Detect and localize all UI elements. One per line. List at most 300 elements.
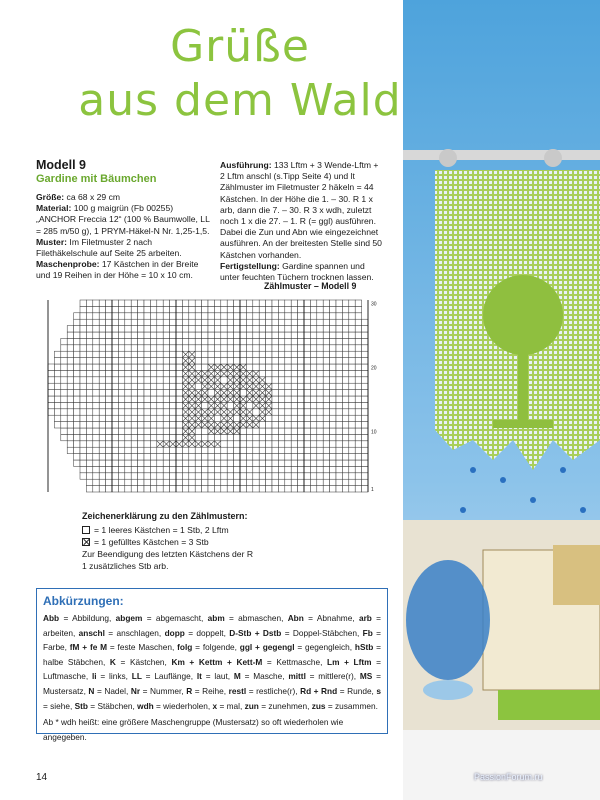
- chart-cell: [317, 466, 323, 472]
- chart-cell: [285, 441, 291, 447]
- chart-cell: [310, 332, 316, 338]
- chart-cell: [118, 409, 124, 415]
- chart-cell: [330, 434, 336, 440]
- chart-cell: [99, 306, 105, 312]
- chart-cell: [342, 460, 348, 466]
- chart-cell: [342, 441, 348, 447]
- chart-cell: [189, 486, 195, 492]
- abbr-value: = gegengleich,: [294, 642, 355, 653]
- chart-cell: [170, 447, 176, 453]
- chart-cell: [278, 434, 284, 440]
- chart-cell: [144, 351, 150, 357]
- chart-cell: [240, 441, 246, 447]
- chart-cell: [336, 409, 342, 415]
- chart-cell: [112, 332, 118, 338]
- chart-cell: [272, 300, 278, 306]
- chart-cell: [349, 326, 355, 332]
- chart-cell: [272, 422, 278, 428]
- chart-cell: [131, 396, 137, 402]
- chart-cell: [221, 466, 227, 472]
- chart-cell: [195, 332, 201, 338]
- chart-cell: [74, 370, 80, 376]
- chart-cell: [80, 434, 86, 440]
- chart-cell: [355, 428, 361, 434]
- chart-cell: [131, 441, 137, 447]
- chart-cell: [54, 390, 60, 396]
- chart-cell: [349, 466, 355, 472]
- chart-cell: [195, 479, 201, 485]
- chart-cell: [48, 383, 54, 389]
- chart-cell: [291, 300, 297, 306]
- chart-cell: [112, 300, 118, 306]
- chart-cell: [342, 332, 348, 338]
- chart-cell: [246, 454, 252, 460]
- chart-cell: [285, 428, 291, 434]
- chart-cell: [310, 434, 316, 440]
- abbr-key: abm: [207, 613, 225, 623]
- chart-cell: [138, 326, 144, 332]
- chart-cell: [144, 434, 150, 440]
- chart-cell: [144, 441, 150, 447]
- chart-cell: [118, 313, 124, 319]
- chart-cell: [99, 377, 105, 383]
- chart-cell: [349, 332, 355, 338]
- chart-cell: [298, 377, 304, 383]
- chart-cell: [234, 441, 240, 447]
- chart-cell: [278, 358, 284, 364]
- chart-cell: [202, 460, 208, 466]
- abbr-value: = Kettmasche,: [262, 656, 328, 667]
- chart-cell: [138, 402, 144, 408]
- chart-cell: [246, 332, 252, 338]
- chart-cell: [131, 434, 137, 440]
- chart-cell: [304, 351, 310, 357]
- chart-cell: [112, 326, 118, 332]
- chart-cell: [99, 345, 105, 351]
- chart-cell: [266, 338, 272, 344]
- chart-cell: [125, 345, 131, 351]
- chart-cell: [189, 345, 195, 351]
- chart-cell: [285, 390, 291, 396]
- chart-cell: [330, 454, 336, 460]
- chart-cell: [125, 306, 131, 312]
- chart-cell: [163, 396, 169, 402]
- chart-cell: [74, 364, 80, 370]
- chart-cell: [61, 390, 67, 396]
- chart-cell: [195, 306, 201, 312]
- chart-cell: [323, 338, 329, 344]
- chart-cell: [349, 383, 355, 389]
- chart-cell: [246, 486, 252, 492]
- chart-cell: [317, 402, 323, 408]
- chart-cell: [74, 422, 80, 428]
- chart-cell: [176, 409, 182, 415]
- chart-cell: [93, 364, 99, 370]
- chart-cell: [355, 377, 361, 383]
- chart-cell: [298, 441, 304, 447]
- chart-cell: [317, 434, 323, 440]
- chart-cell: [272, 383, 278, 389]
- chart-cell: [61, 351, 67, 357]
- chart-cell: [214, 460, 220, 466]
- chart-cell: [150, 390, 156, 396]
- chart-cell: [362, 326, 368, 332]
- chart-cell: [240, 434, 246, 440]
- chart-cell: [227, 313, 233, 319]
- chart-cell: [336, 460, 342, 466]
- chart-cell: [138, 486, 144, 492]
- chart-cell: [355, 364, 361, 370]
- abbr-value: = feste Maschen,: [107, 642, 178, 653]
- chart-cell: [278, 383, 284, 389]
- abbr-key: s: [376, 685, 382, 696]
- chart-cell: [208, 479, 214, 485]
- chart-cell: [138, 370, 144, 376]
- chart-cell: [291, 396, 297, 402]
- chart-cell: [99, 415, 105, 421]
- chart-cell: [170, 422, 176, 428]
- chart-cell: [355, 441, 361, 447]
- abbr-key: MS: [359, 671, 373, 682]
- page-title: [70, 20, 410, 128]
- chart-cell: [266, 326, 272, 332]
- chart-cell: [80, 402, 86, 408]
- chart-cell: [291, 466, 297, 472]
- chart-cell: [298, 383, 304, 389]
- chart-cell: [214, 473, 220, 479]
- chart-cell: [144, 319, 150, 325]
- chart-cell: [112, 351, 118, 357]
- chart-cell: [227, 441, 233, 447]
- chart-cell: [214, 454, 220, 460]
- chart-cell: [112, 364, 118, 370]
- gauge-info: [36, 259, 212, 281]
- chart-cell: [298, 415, 304, 421]
- chart-cell: [304, 466, 310, 472]
- chart-cell: [304, 460, 310, 466]
- chart-cell: [291, 313, 297, 319]
- chart-cell: [323, 377, 329, 383]
- chart-cell: [310, 415, 316, 421]
- chart-cell: [349, 422, 355, 428]
- chart-cell: [125, 441, 131, 447]
- chart-cell: [227, 454, 233, 460]
- chart-cell: [99, 473, 105, 479]
- chart-cell: [227, 306, 233, 312]
- chart-cell: [240, 454, 246, 460]
- size-value: ca 68 x 29 cm: [64, 192, 121, 202]
- chart-cell: [202, 332, 208, 338]
- empty-square-icon: [82, 526, 90, 534]
- chart-cell: [214, 434, 220, 440]
- chart-cell: [272, 409, 278, 415]
- abbr-value: = links,: [96, 671, 132, 682]
- finish-label: Fertigstellung:: [220, 260, 280, 271]
- chart-cell: [355, 313, 361, 319]
- chart-cell: [259, 345, 265, 351]
- chart-cell: [138, 313, 144, 319]
- chart-cell: [176, 390, 182, 396]
- chart-cell: [74, 338, 80, 344]
- chart-cell: [138, 460, 144, 466]
- chart-cell: [163, 306, 169, 312]
- chart-cell: [131, 428, 137, 434]
- execution-info: [220, 160, 385, 261]
- chart-cell: [317, 486, 323, 492]
- chart-cell: [336, 300, 342, 306]
- chart-cell: [93, 415, 99, 421]
- chart-cell: [74, 326, 80, 332]
- chart-cell: [138, 422, 144, 428]
- chart-cell: [118, 326, 124, 332]
- chart-cell: [272, 402, 278, 408]
- chart-cell: [240, 313, 246, 319]
- chart-cell: [291, 390, 297, 396]
- chart-cell: [189, 326, 195, 332]
- chart-cell: [342, 434, 348, 440]
- chart-cell: [99, 338, 105, 344]
- chart-cell: [93, 390, 99, 396]
- chart-cell: [323, 479, 329, 485]
- chart-cell: [125, 332, 131, 338]
- chart-cell: [118, 383, 124, 389]
- chart-cell: [170, 454, 176, 460]
- abbr-key: Lm + Lftm: [327, 656, 372, 667]
- chart-cell: [272, 332, 278, 338]
- chart-cell: [170, 358, 176, 364]
- abbr-key: Stb: [74, 700, 88, 711]
- chart-cell: [278, 422, 284, 428]
- chart-cell: [355, 358, 361, 364]
- chart-cell: [163, 364, 169, 370]
- chart-cell: [259, 486, 265, 492]
- chart-cell: [106, 454, 112, 460]
- chart-cell: [176, 338, 182, 344]
- chart-cell: [208, 332, 214, 338]
- chart-cell: [310, 479, 316, 485]
- chart-cell: [131, 479, 137, 485]
- chart-cell: [227, 326, 233, 332]
- chart-cell: [304, 345, 310, 351]
- chart-cell: [291, 402, 297, 408]
- chart-cell: [195, 345, 201, 351]
- legend: [82, 510, 382, 572]
- chart-cell: [234, 479, 240, 485]
- page-number: 14: [36, 772, 48, 783]
- chart-cell: [298, 460, 304, 466]
- chart-cell: [285, 409, 291, 415]
- chart-cell: [131, 402, 137, 408]
- chart-cell: [202, 454, 208, 460]
- chart-cell: [74, 383, 80, 389]
- chart-cell: [342, 466, 348, 472]
- chart-cell: [61, 377, 67, 383]
- chart-cell: [150, 415, 156, 421]
- chart-cell: [291, 447, 297, 453]
- chart-cell: [272, 313, 278, 319]
- chart-cell: [131, 422, 137, 428]
- chart-cell: [349, 364, 355, 370]
- chart-cell: [355, 422, 361, 428]
- chart-cell: [253, 454, 259, 460]
- chart-cell: [208, 434, 214, 440]
- chart-cell: [266, 454, 272, 460]
- chart-cell: [240, 306, 246, 312]
- chart-cell: [163, 486, 169, 492]
- chart-cell: [176, 447, 182, 453]
- chart-cell: [93, 306, 99, 312]
- chart-cell: [163, 447, 169, 453]
- chart-cell: [157, 364, 163, 370]
- chart-cell: [278, 313, 284, 319]
- chart-cell: [176, 358, 182, 364]
- chart-cell: [195, 358, 201, 364]
- chart-cell: [310, 447, 316, 453]
- chart-cell: [310, 409, 316, 415]
- chart-cell: [355, 409, 361, 415]
- chart-cell: [195, 351, 201, 357]
- chart-cell: [144, 306, 150, 312]
- chart-cell: [99, 454, 105, 460]
- chart-cell: [253, 447, 259, 453]
- chart-cell: [208, 460, 214, 466]
- chart-cell: [323, 454, 329, 460]
- chart-cell: [176, 466, 182, 472]
- chart-cell: [330, 428, 336, 434]
- model-info: [36, 158, 212, 282]
- chart-cell: [278, 441, 284, 447]
- chart-cell: [138, 473, 144, 479]
- material-value: 100 g maigrün (Fb 00255) „ANCHOR Freccia 12“ (100 % Baumwolle, LL = 285 m/50 g), 1 PRYM-Häkel-N Nr. 1,25-1,5.: [36, 203, 210, 236]
- abbreviations-note: Ab * wdh heißt: eine größere Maschengruppe (Mustersatz) so oft wiederholen wie angegeben.: [43, 717, 344, 742]
- chart-cell: [144, 473, 150, 479]
- chart-cell: [195, 364, 201, 370]
- chart-cell: [208, 338, 214, 344]
- chart-cell: [48, 409, 54, 415]
- chart-cell: [342, 447, 348, 453]
- watermark: PassionForum.ru: [474, 772, 543, 782]
- chart-cell: [298, 345, 304, 351]
- chart-cell: [182, 319, 188, 325]
- chart-cell: [310, 422, 316, 428]
- chart-cell: [221, 358, 227, 364]
- abbr-value: = Reihe,: [192, 685, 229, 696]
- chart-cell: [118, 486, 124, 492]
- chart-cell: [259, 460, 265, 466]
- chart-cell: [323, 460, 329, 466]
- chart-cell: [138, 306, 144, 312]
- chart-cell: [330, 319, 336, 325]
- chart-cell: [170, 466, 176, 472]
- chart-cell: [93, 345, 99, 351]
- chart-cell: [67, 383, 73, 389]
- chart-cell: [150, 454, 156, 460]
- chart-cell: [131, 473, 137, 479]
- chart-cell: [93, 338, 99, 344]
- abbr-value: = Nadel,: [94, 685, 131, 696]
- chart-cell: [150, 428, 156, 434]
- chart-cell: [189, 479, 195, 485]
- chart-cell: [118, 390, 124, 396]
- chart-cell: [259, 454, 265, 460]
- chart-cell: [278, 402, 284, 408]
- chart-cell: [99, 326, 105, 332]
- chart-cell: [278, 370, 284, 376]
- title-line-2: aus dem Wald: [78, 75, 402, 126]
- chart-cell: [304, 409, 310, 415]
- chart-cell: [138, 415, 144, 421]
- chart-cell: [349, 351, 355, 357]
- chart-cell: [195, 338, 201, 344]
- chart-cell: [298, 390, 304, 396]
- chart-cell: [291, 428, 297, 434]
- chart-cell: [86, 473, 92, 479]
- chart-cell: [304, 338, 310, 344]
- chart-cell: [93, 377, 99, 383]
- chart-cell: [310, 454, 316, 460]
- chart-cell: [266, 377, 272, 383]
- chart-cell: [163, 326, 169, 332]
- chart-cell: [355, 345, 361, 351]
- chart-cell: [336, 351, 342, 357]
- chart-cell: [170, 338, 176, 344]
- chart-cell: [202, 364, 208, 370]
- chart-cell: [106, 300, 112, 306]
- chart-cell: [189, 338, 195, 344]
- chart-cell: [330, 358, 336, 364]
- chart-cell: [86, 460, 92, 466]
- chart-cell: [118, 300, 124, 306]
- chart-cell: [349, 300, 355, 306]
- chart-cell: [112, 473, 118, 479]
- chart-cell: [74, 351, 80, 357]
- chart-cell: [131, 332, 137, 338]
- chart-cell: [266, 460, 272, 466]
- chart-cell: [150, 486, 156, 492]
- chart-cell: [221, 454, 227, 460]
- abbr-key: LL: [131, 671, 142, 682]
- chart-cell: [342, 390, 348, 396]
- chart-cell: [336, 326, 342, 332]
- chart-cell: [298, 434, 304, 440]
- finish-info: [220, 261, 385, 283]
- chart-cell: [125, 300, 131, 306]
- chart-cell: [253, 473, 259, 479]
- chart-cell: [342, 428, 348, 434]
- model-subtitle: Gardine mit Bäumchen: [36, 173, 157, 185]
- chart-cell: [86, 479, 92, 485]
- chart-cell: [304, 332, 310, 338]
- chart-cell: [336, 338, 342, 344]
- chart-cell: [221, 486, 227, 492]
- chart-cell: [125, 396, 131, 402]
- chart-cell: [253, 345, 259, 351]
- chart-cell: [349, 390, 355, 396]
- chart-cell: [362, 364, 368, 370]
- chart-cell: [86, 364, 92, 370]
- chart-cell: [323, 402, 329, 408]
- chart-cell: [330, 479, 336, 485]
- chart-cell: [176, 326, 182, 332]
- chart-cell: [304, 402, 310, 408]
- chart-cell: [67, 377, 73, 383]
- chart-cell: [131, 345, 137, 351]
- chart-cell: [74, 377, 80, 383]
- chart-cell: [93, 447, 99, 453]
- pattern-value: Im Filetmuster 2 nach Filethäkelschule auf Seite 25 arbeiten.: [36, 236, 182, 259]
- chart-cell: [253, 460, 259, 466]
- chart-cell: [170, 402, 176, 408]
